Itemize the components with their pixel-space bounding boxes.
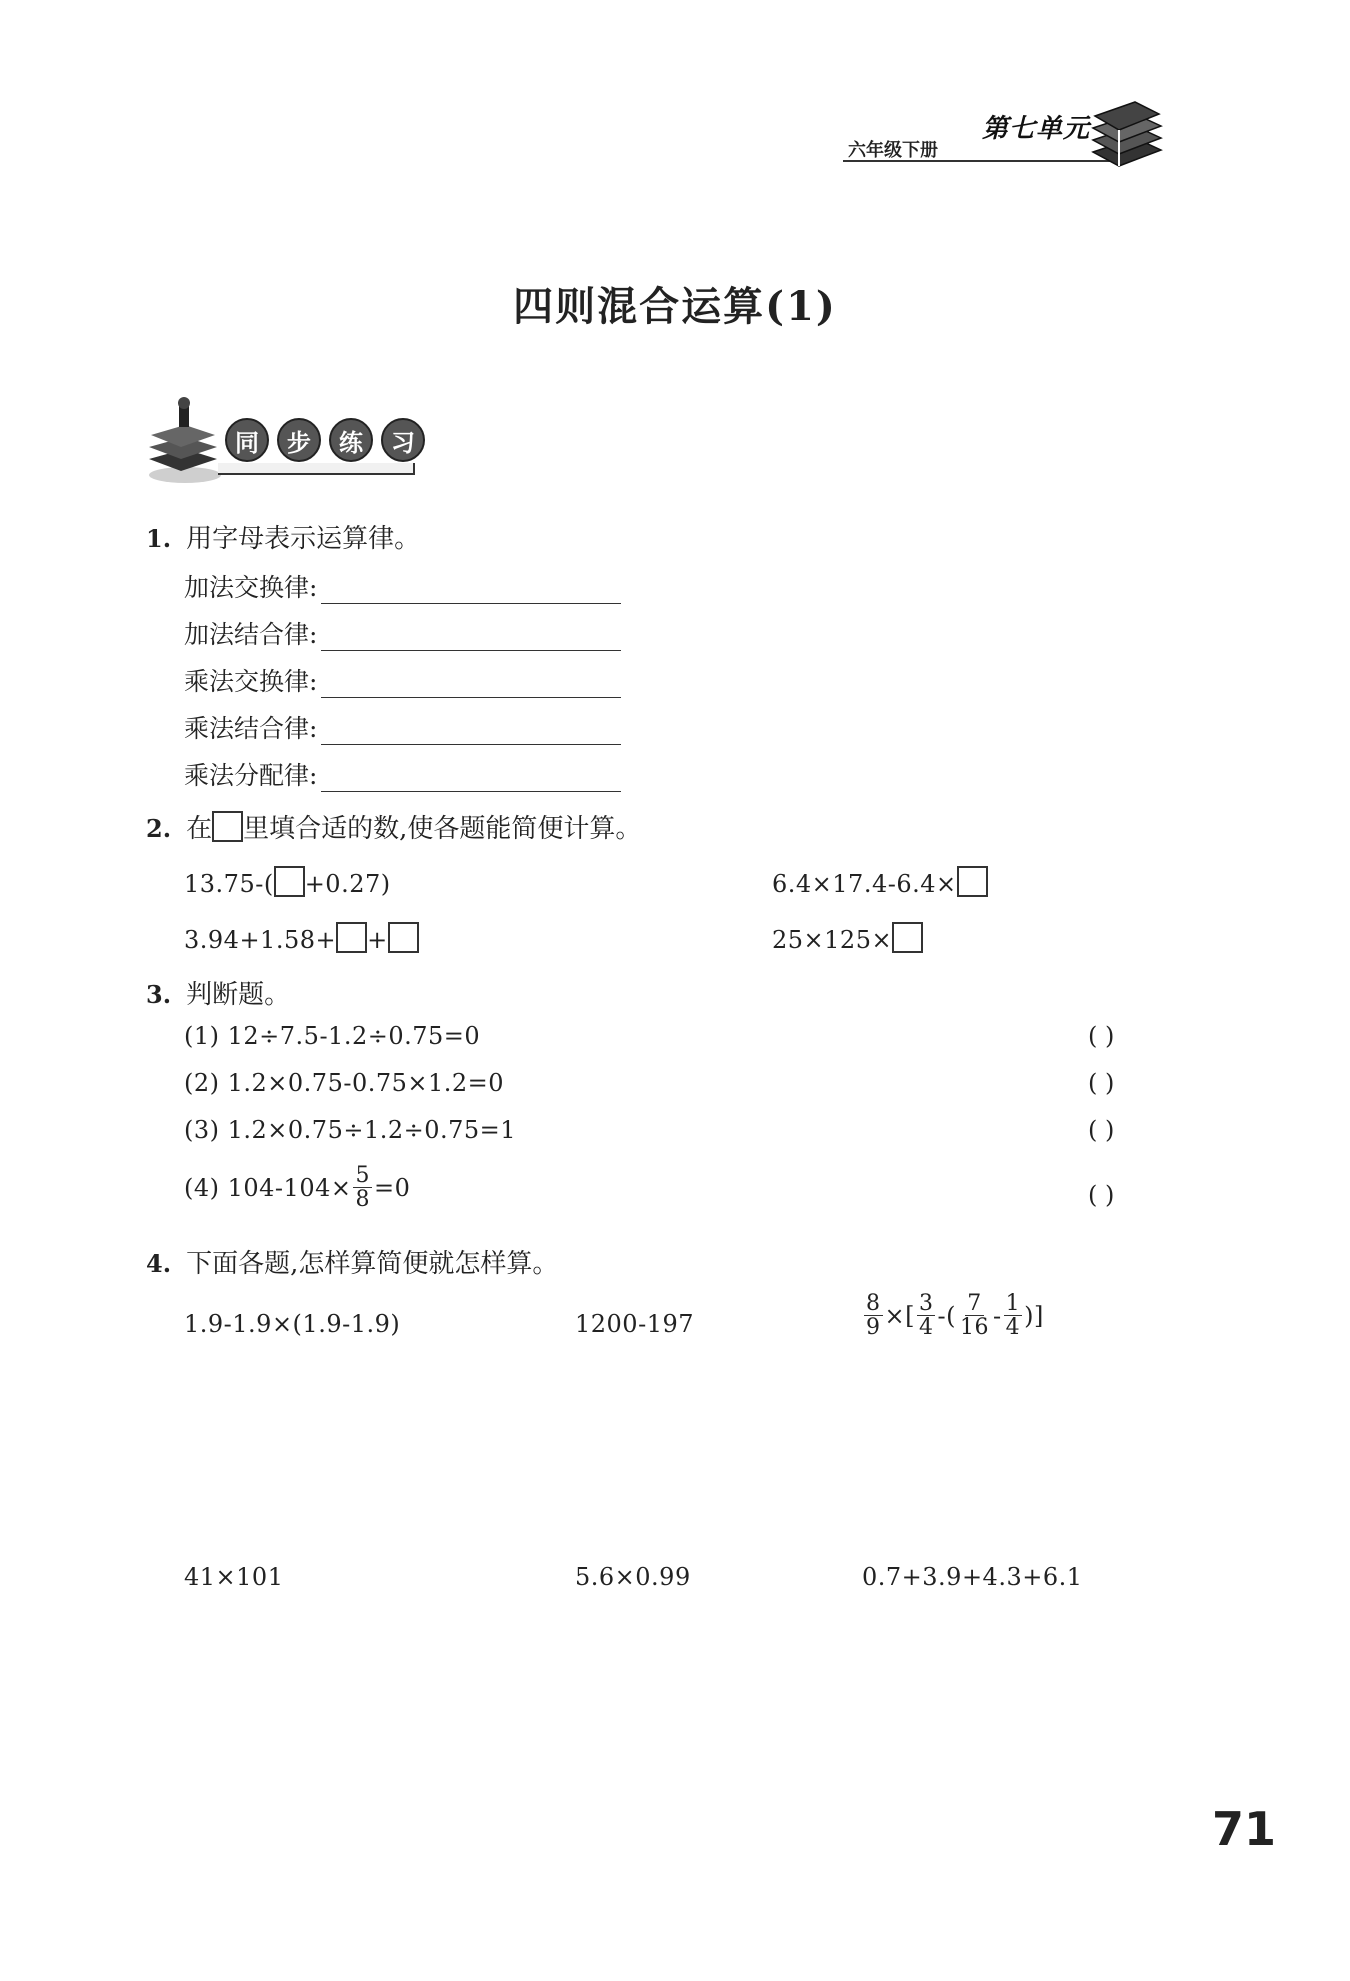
answer-paren[interactable]: ( ) [1088, 1181, 1115, 1209]
judgement-2: (2) 1.2×0.75-0.75×1.2=0 [184, 1069, 505, 1097]
question-text: 用字母表示运算律。 [186, 524, 421, 554]
fraction [917, 1292, 936, 1339]
page-number: 71 [1212, 1802, 1277, 1856]
expr-part: 3.94+1.58+ [184, 926, 337, 954]
numerator: 7 [967, 1291, 982, 1316]
numerator: 3 [918, 1291, 934, 1316]
fraction [958, 1292, 991, 1339]
answer-blank[interactable] [321, 765, 621, 792]
question-4 [146, 1243, 558, 1280]
numerator: 1 [1005, 1291, 1021, 1316]
answer-paren[interactable]: ( ) [1088, 1022, 1115, 1050]
answer-blank[interactable] [321, 718, 621, 745]
answer-blank[interactable] [321, 671, 621, 698]
denominator: 8 [355, 1187, 370, 1213]
badge-char: 步 [277, 418, 321, 462]
calc-3 [862, 1292, 1044, 1339]
fraction [864, 1292, 883, 1339]
calc-6: 0.7+3.9+4.3+6.1 [862, 1563, 1083, 1591]
books-icon [1085, 94, 1165, 178]
badge-char: 练 [329, 418, 373, 462]
law-label: 乘法分配律: [184, 761, 318, 790]
law-label: 乘法结合律: [184, 714, 318, 743]
question-text: 判断题。 [186, 980, 291, 1010]
law-row [184, 615, 621, 651]
expr-part: 13.75-( [184, 870, 274, 898]
expression-2-1 [184, 866, 391, 898]
question-number: 1. [146, 524, 172, 553]
badge-char: 习 [381, 418, 425, 462]
page-title: 四则混合运算(1) [513, 283, 837, 330]
expression-2-4 [772, 922, 923, 954]
section-badge [225, 418, 425, 462]
fill-box [212, 811, 243, 842]
calc-5: 5.6×0.99 [575, 1563, 691, 1591]
fill-box[interactable] [892, 922, 923, 953]
law-row [184, 756, 621, 792]
unit-label: 第七单元 [982, 114, 1091, 144]
question-1 [146, 518, 420, 555]
expr-part: + [367, 926, 388, 954]
fill-box[interactable] [388, 922, 419, 953]
expr-part: (4) 104-104× [184, 1173, 352, 1202]
law-row [184, 709, 621, 745]
judgement-1: (1) 12÷7.5-1.2÷0.75=0 [184, 1022, 481, 1050]
law-label: 加法交换律: [184, 573, 318, 602]
law-label: 乘法交换律: [184, 667, 318, 696]
law-row [184, 662, 621, 698]
expression-2-2 [772, 866, 988, 898]
judgement-4 [184, 1164, 410, 1211]
expr-part: 6.4×17.4-6.4× [772, 870, 957, 898]
fill-box[interactable] [957, 866, 988, 897]
numerator: 5 [355, 1163, 370, 1188]
expr-part: +0.27) [304, 870, 391, 898]
answer-paren[interactable]: ( ) [1088, 1116, 1115, 1144]
calc-4: 41×101 [184, 1563, 284, 1591]
question-text-end: 里填合适的数,使各题能简便计算。 [243, 814, 642, 844]
law-label: 加法结合律: [184, 620, 318, 649]
denominator: 4 [918, 1315, 934, 1341]
question-text-start: 在 [186, 814, 213, 844]
question-2 [146, 808, 641, 845]
question-number: 2. [146, 814, 172, 843]
badge-underline [218, 463, 415, 475]
question-3 [146, 974, 290, 1011]
question-number: 3. [146, 980, 172, 1009]
fill-box[interactable] [336, 922, 367, 953]
expr-part: )] [1024, 1301, 1044, 1330]
answer-paren[interactable]: ( ) [1088, 1069, 1115, 1097]
badge-char: 同 [225, 418, 269, 462]
stacked-books-icon [145, 395, 225, 489]
judgement-3: (3) 1.2×0.75÷1.2÷0.75=1 [184, 1116, 517, 1144]
expression-2-3 [184, 922, 419, 954]
calc-1: 1.9-1.9×(1.9-1.9) [184, 1310, 401, 1338]
expr-part: -( [937, 1301, 956, 1330]
law-row [184, 568, 621, 604]
grade-label: 六年级下册 [848, 140, 938, 161]
expr-part: ×[ [884, 1301, 915, 1330]
calc-2: 1200-197 [575, 1310, 694, 1338]
denominator: 9 [866, 1315, 881, 1341]
denominator: 16 [959, 1315, 989, 1341]
question-number: 4. [146, 1249, 172, 1278]
denominator: 4 [1005, 1315, 1021, 1341]
expr-part: - [992, 1301, 1002, 1330]
question-text: 下面各题,怎样算简便就怎样算。 [186, 1249, 559, 1279]
fill-box[interactable] [274, 866, 305, 897]
answer-blank[interactable] [321, 624, 621, 651]
answer-blank[interactable] [321, 577, 621, 604]
numerator: 8 [866, 1291, 881, 1316]
expr-part: 25×125× [772, 926, 893, 954]
fraction [353, 1164, 372, 1211]
fraction [1004, 1292, 1023, 1339]
expr-part: =0 [373, 1173, 411, 1202]
